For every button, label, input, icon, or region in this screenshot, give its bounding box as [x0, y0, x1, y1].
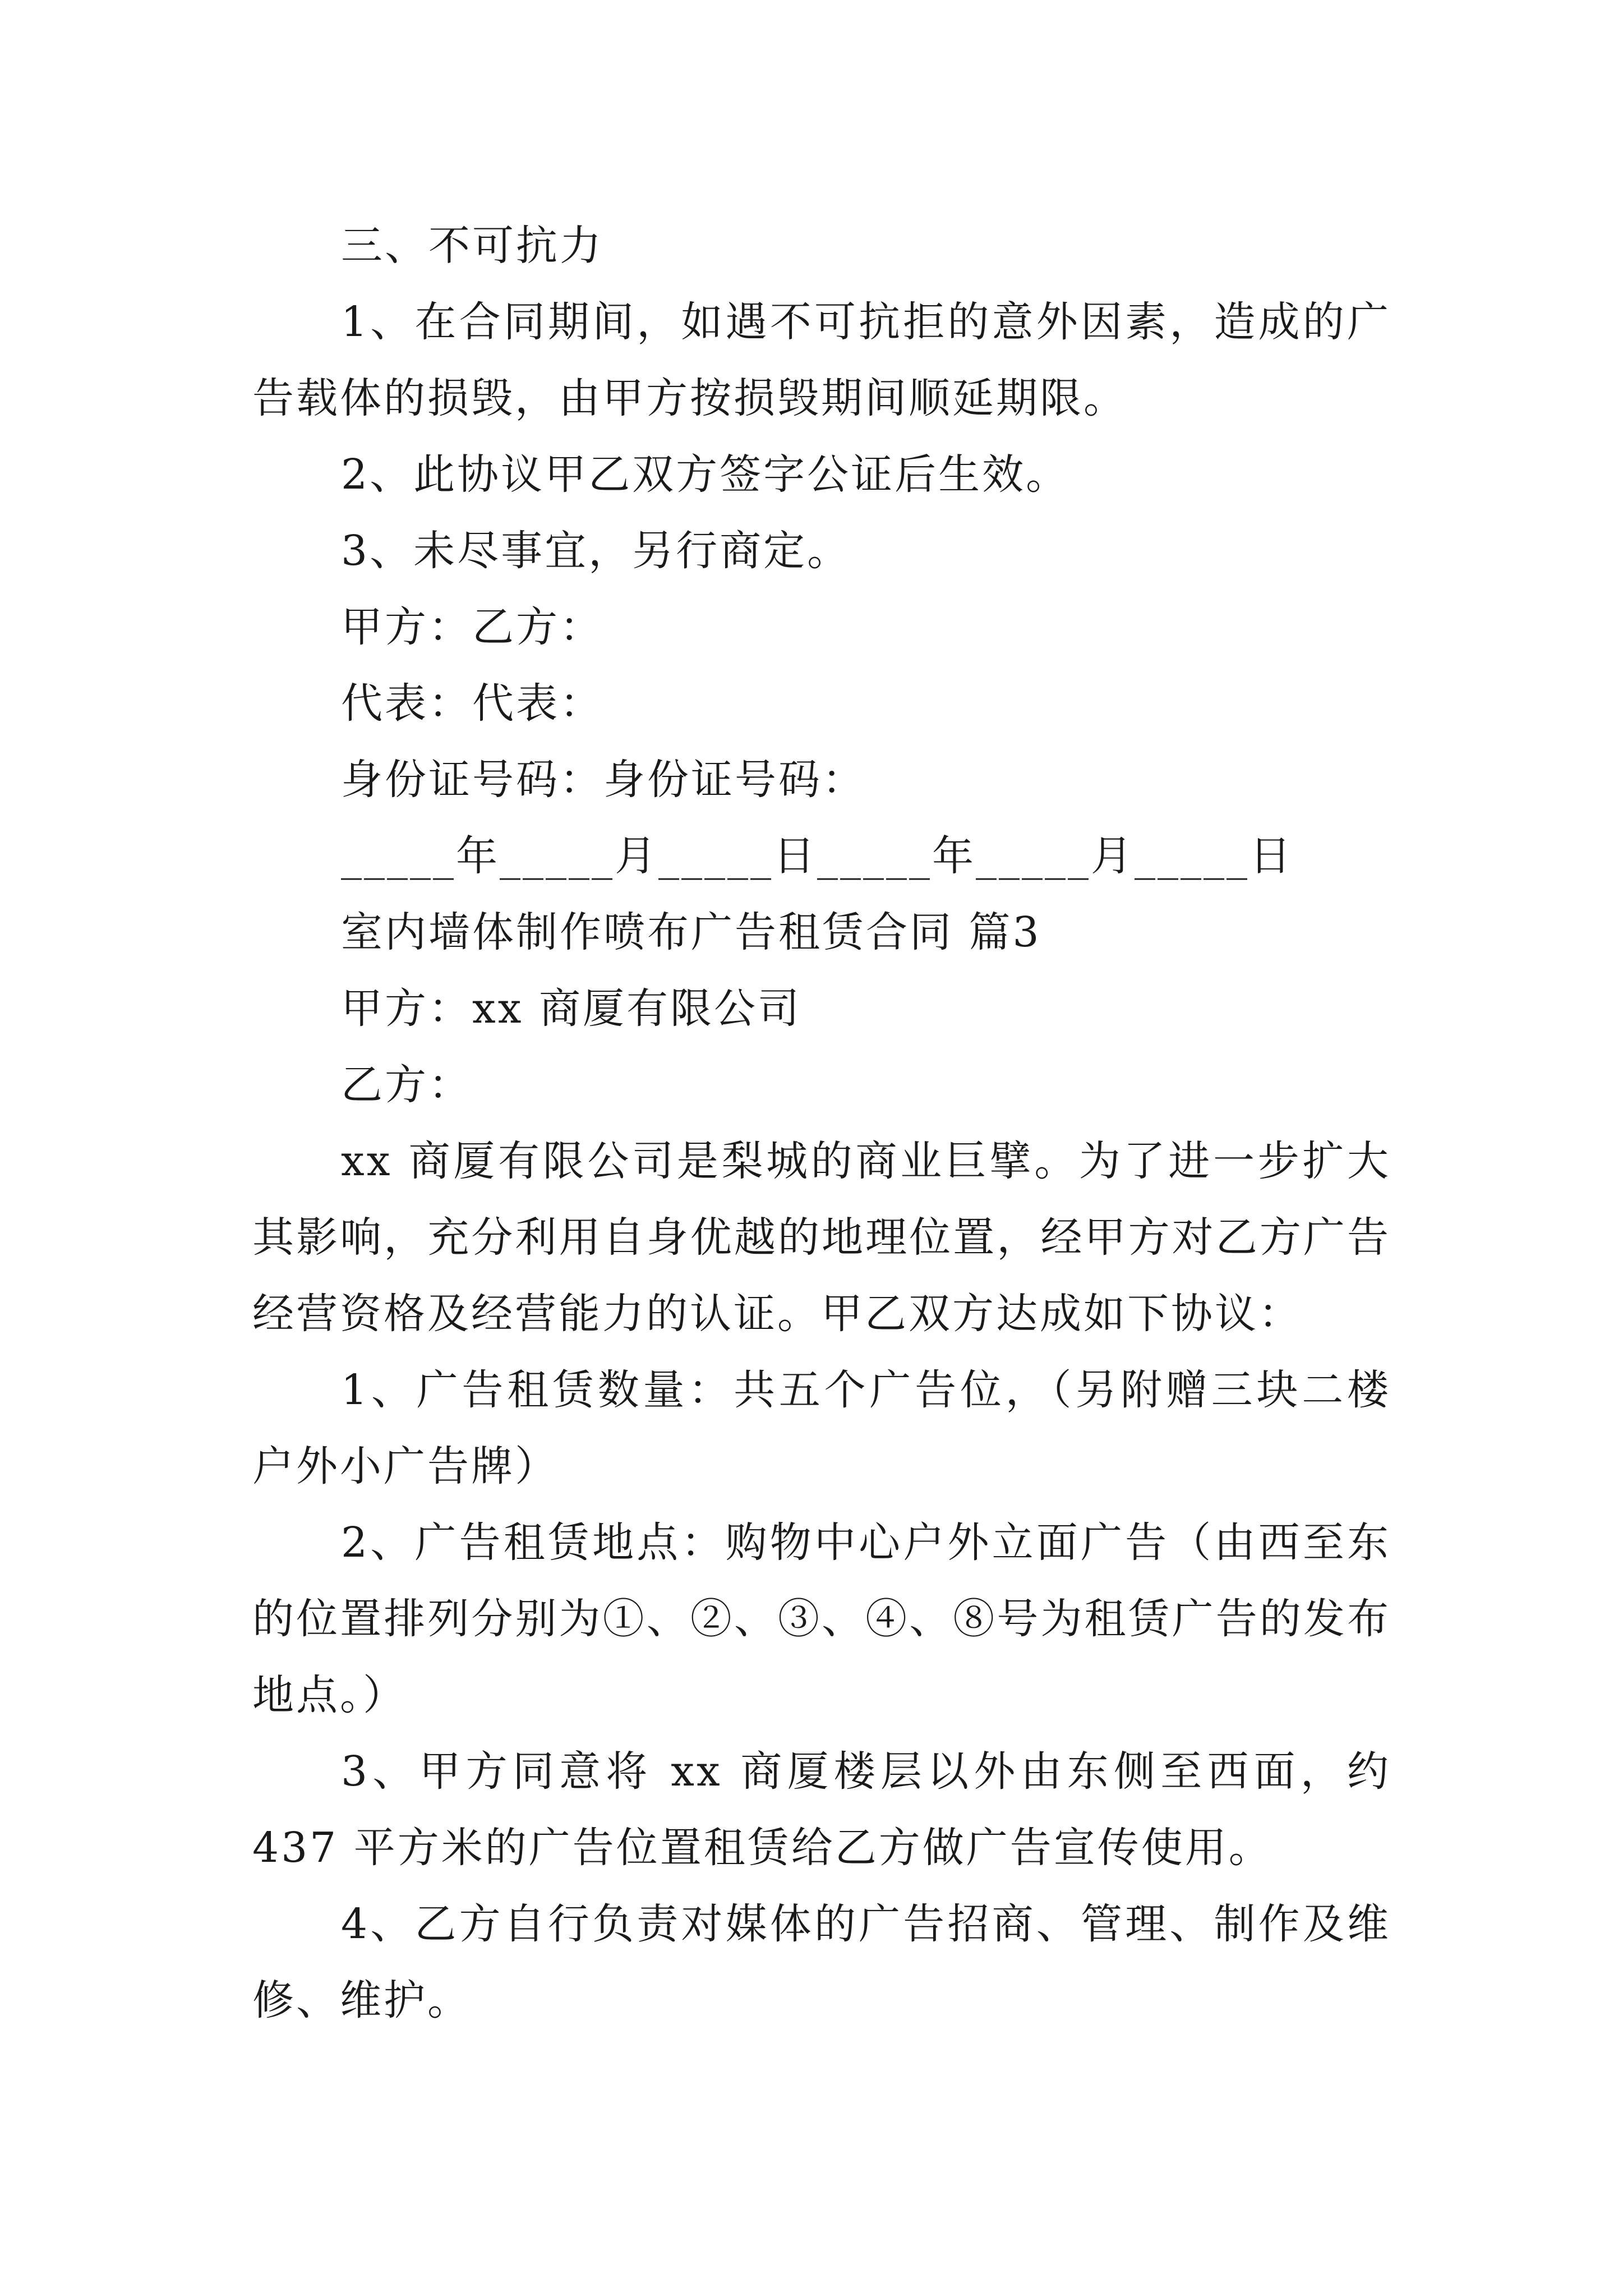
- item-1-paragraph: 1、广告租赁数量：共五个广告位，（另附赠三块二楼户外小广告牌）: [252, 1366, 1391, 1490]
- party-b-line: 乙方：: [341, 1061, 472, 1109]
- intro-paragraph: xx 商厦有限公司是梨城的商业巨擘。为了进一步扩大其影响，充分利用自身优越的地理位置，经甲方对乙方广告经营资格及经营能力的认证。甲乙双方达成如下协议：: [252, 1137, 1391, 1338]
- id-number-line: 身份证号码：身份证号码：: [341, 756, 866, 804]
- document-body: [252, 208, 1391, 2039]
- clause-3-paragraph: 3、未尽事宜，另行商定。: [341, 527, 851, 575]
- representative-line: 代表：代表：: [341, 679, 603, 728]
- clause-1-paragraph: 1、在合同期间，如遇不可抗拒的意外因素，造成的广告载体的损毁，由甲方按损毁期间顺延期限。: [252, 298, 1391, 422]
- clause-2-paragraph: 2、此协议甲乙双方签字公证后生效。: [341, 450, 1070, 499]
- item-3-paragraph: 3、甲方同意将 xx 商厦楼层以外由东侧至西面，约 437 平方米的广告位置租赁给乙方做广告宣传使用。: [252, 1747, 1391, 1872]
- section-heading-force-majeure: 三、不可抗力: [341, 222, 603, 270]
- item-2-paragraph: 2、广告租赁地点：购物中心户外立面广告（由西至东的位置排列分别为①、②、③、④、⑧号为租赁广告的发布地点。）: [252, 1519, 1391, 1719]
- contract-title: 室内墙体制作喷布广告租赁合同 篇3: [341, 908, 1041, 956]
- date-line: _____年_____月_____日_____年_____月_____日: [341, 832, 1293, 880]
- party-a-line: 甲方：xx 商厦有限公司: [341, 984, 801, 1033]
- party-line: 甲方：乙方：: [341, 603, 603, 651]
- item-4-paragraph: 4、乙方自行负责对媒体的广告招商、管理、制作及维修、维护。: [252, 1900, 1391, 2024]
